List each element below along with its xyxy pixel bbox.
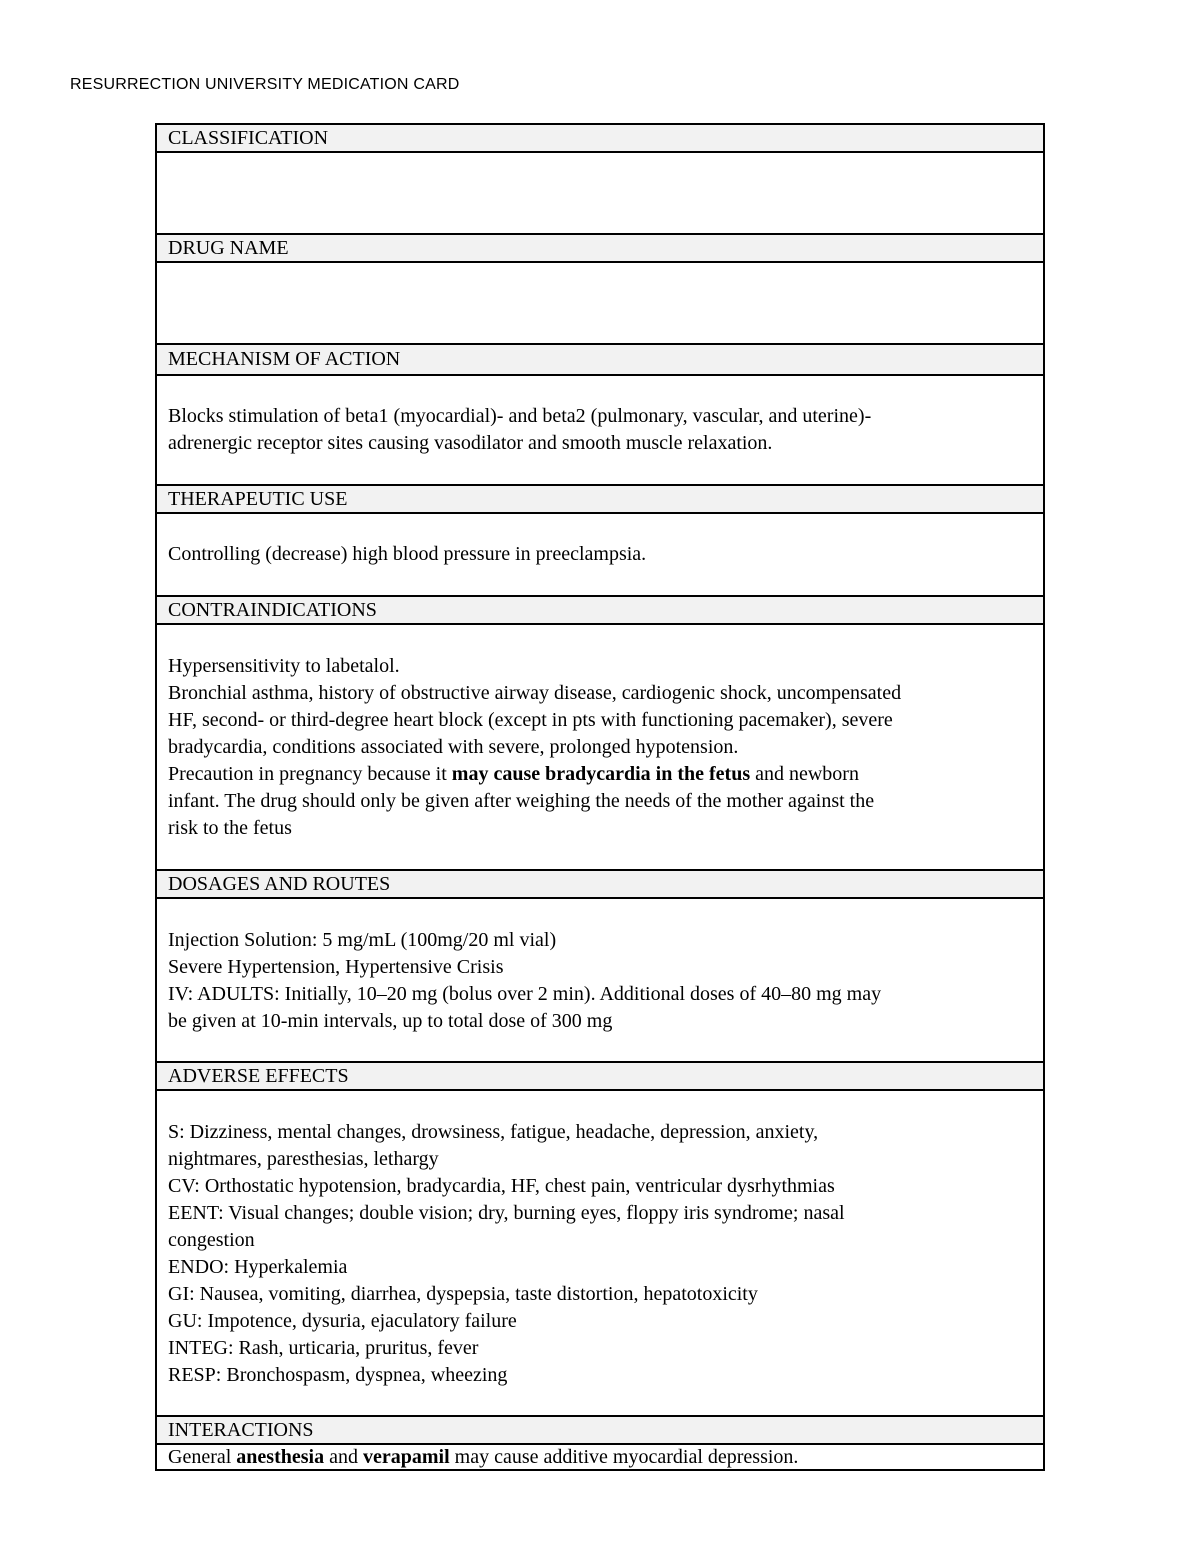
adverse-effect-line: GU: Impotence, dysuria, ejaculatory failure bbox=[168, 1310, 517, 1332]
dosage-line: Severe Hypertension, Hypertensive Crisis bbox=[168, 956, 504, 978]
precaution-bold: may cause bradycardia in the fetus bbox=[451, 763, 751, 785]
interaction-text: General bbox=[168, 1446, 237, 1468]
medication-card bbox=[155, 123, 1045, 1471]
adverse-effects-field bbox=[157, 1091, 1043, 1417]
interaction-drug-verapamil: verapamil bbox=[362, 1446, 450, 1468]
adverse-effect-line: nightmares, paresthesias, lethargy bbox=[168, 1148, 439, 1170]
interaction-drug-anesthesia: anesthesia bbox=[236, 1446, 325, 1468]
interaction-text: and bbox=[324, 1446, 363, 1468]
precaution-text-end: and newborn bbox=[750, 763, 859, 785]
document-title: RESURRECTION UNIVERSITY MEDICATION CARD bbox=[70, 76, 460, 93]
adverse-effect-line: GI: Nausea, vomiting, diarrhea, dyspepsia, taste distortion, hepatotoxicity bbox=[168, 1283, 758, 1305]
contraindications-header: CONTRAINDICATIONS bbox=[157, 597, 1043, 625]
adverse-effects-header: ADVERSE EFFECTS bbox=[157, 1063, 1043, 1091]
adverse-effect-line: CV: Orthostatic hypotension, bradycardia, HF, chest pain, ventricular dysrhythmias bbox=[168, 1175, 835, 1197]
contraindication-line: infant. The drug should only be given after weighing the needs of the mother against the bbox=[168, 790, 875, 812]
adverse-effect-line: INTEG: Rash, urticaria, pruritus, fever bbox=[168, 1337, 479, 1359]
interactions-field bbox=[157, 1445, 1043, 1469]
mechanism-line: Blocks stimulation of beta1 (myocardial)- and beta2 (pulmonary, vascular, and uterine)- bbox=[168, 405, 872, 427]
therapeutic-use-header: THERAPEUTIC USE bbox=[157, 486, 1043, 514]
drug-name-field bbox=[157, 263, 1043, 345]
dosages-header: DOSAGES AND ROUTES bbox=[157, 871, 1043, 899]
therapeutic-use-field bbox=[157, 514, 1043, 597]
dosage-line: IV: ADULTS: Initially, 10–20 mg (bolus over 2 min). Additional doses of 40–80 mg may bbox=[168, 983, 882, 1005]
contraindication-line: Hypersensitivity to labetalol. bbox=[168, 655, 400, 677]
adverse-effect-line: EENT: Visual changes; double vision; dry, burning eyes, floppy iris syndrome; nasal bbox=[168, 1202, 845, 1224]
therapeutic-use-line: Controlling (decrease) high blood pressure in preeclampsia. bbox=[168, 543, 647, 565]
adverse-effect-line: congestion bbox=[168, 1229, 255, 1251]
mechanism-header: MECHANISM OF ACTION bbox=[157, 345, 1043, 376]
adverse-effect-line: S: Dizziness, mental changes, drowsiness, fatigue, headache, depression, anxiety, bbox=[168, 1121, 819, 1143]
mechanism-line: adrenergic receptor sites causing vasodilator and smooth muscle relaxation. bbox=[168, 432, 773, 454]
precaution-text: Precaution in pregnancy because it bbox=[168, 763, 452, 785]
contraindication-line: HF, second- or third-degree heart block (except in pts with functioning pacemaker), severe bbox=[168, 709, 893, 731]
adverse-effect-line: RESP: Bronchospasm, dyspnea, wheezing bbox=[168, 1364, 508, 1386]
interaction-line bbox=[168, 1445, 1032, 1469]
contraindication-line: risk to the fetus bbox=[168, 817, 292, 839]
dosage-line: Injection Solution: 5 mg/mL (100mg/20 ml vial) bbox=[168, 929, 557, 951]
dosage-line: be given at 10-min intervals, up to total dose of 300 mg bbox=[168, 1010, 613, 1032]
precaution-line bbox=[168, 761, 1032, 788]
drug-name-header: DRUG NAME bbox=[157, 235, 1043, 263]
classification-header: CLASSIFICATION bbox=[157, 125, 1043, 153]
classification-field bbox=[157, 153, 1043, 235]
adverse-effect-line: ENDO: Hyperkalemia bbox=[168, 1256, 348, 1278]
contraindication-line: bradycardia, conditions associated with severe, prolonged hypotension. bbox=[168, 736, 739, 758]
mechanism-field bbox=[157, 376, 1043, 486]
contraindication-line: Bronchial asthma, history of obstructive airway disease, cardiogenic shock, uncompensated bbox=[168, 682, 902, 704]
interactions-header: INTERACTIONS bbox=[157, 1417, 1043, 1445]
dosages-field bbox=[157, 899, 1043, 1063]
interaction-text: may cause additive myocardial depression. bbox=[449, 1446, 799, 1468]
contraindications-field bbox=[157, 625, 1043, 871]
